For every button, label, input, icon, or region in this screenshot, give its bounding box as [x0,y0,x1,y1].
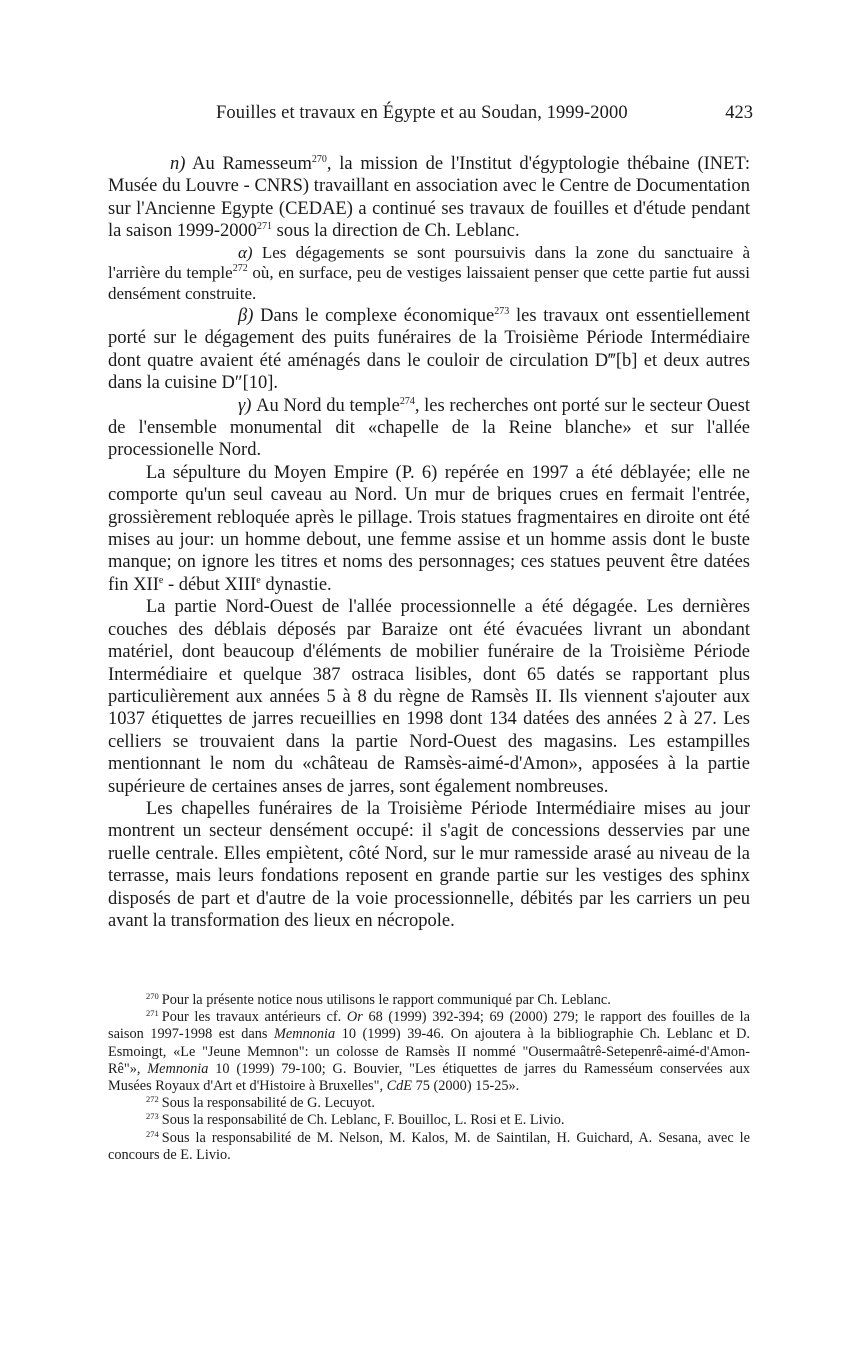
footnote-number: 271 [146,1008,159,1019]
item-lead: n) [170,154,186,174]
footnote-274: $^{274}$ Sous la responsabilité de M. Nelson, M. Kalos, M. de Saintilan, H. Guichard, A. Sesana, avec le concours de E. Livio. [108,1128,750,1163]
paragraph-sepulture: La sépulture du Moyen Empire (P. 6) repérée en 1997 a été déblayée; elle ne comporte qu'un seul caveau au Nord. Un mur de briques crues en fermait l'entrée, grossièrement rebloquée après le pillage. Trois statues fragmentaires en diroite ont été mises au jour: un homme debout, une femme assise et un homme assis dont le buste manque; on ignore les titres et noms des personnages; ces statues peuvent être datées fin XIIe - début XIIIe dynastie. [108,462,750,595]
paragraph-allee: La partie Nord-Ouest de l'allée processionnelle a été dégagée. Les dernières couches des déblais déposés par Baraize ont été évacuées livrant un abondant matériel, dont beaucoup d'éléments de mobilier funéraire de la Troisième Période Intermédiaire et quelque 387 ostraca lisibles, dont 65 datés se rapportant plus particulièrement aux années 5 à 8 du règne de Ramsès II. Ils viennent s'ajouter aux 1037 étiquettes de jarres recueillies en 1998 dont 134 datées des années 2 à 27. Les celliers se trouvaient dans la partie Nord-Ouest des magasins. Les estampilles mentionnant le nom du «château de Ramsès-aimé-d'Amon», apposées à la partie supérieure de certaines anses de jarres, sont également nombreuses. [108,597,750,797]
footnote-number: 270 [146,991,159,1001]
footnote-ref: 274 [399,395,415,407]
footnote-number: 273 [146,1111,159,1122]
page-number: 423 [725,103,753,123]
main-text [108,153,750,932]
item-lead: γ) [238,395,252,416]
footnote-270: $^{270}$ Pour la présente notice nous utilisons le rapport communiqué par Ch. Leblanc. [146,991,611,1008]
running-header [108,103,753,127]
paragraph-beta: β) Dans le complexe économique$^{273}$ les travaux ont essentiellement porté sur le dégagement des puits funéraires de la Troisième Période Intermédiaire dont quatre avaient été aménagés dans le couloir de circulation D‴[b] et deux autres dans la cuisine D″[10]. [108,306,750,394]
footnote-271: $^{271}$ Pour les travaux antérieurs cf. Or 68 (1999) 392-394; 69 (2000) 279; le rapport des fouilles de la saison 1997-1998 est dans Memnonia 10 (1999) 39-46. On ajoutera à la bibliographie Ch. Leblanc et D. Esmoingt, «Le "Jeune Memnon": un colosse de Ramsès II nommé "Ousermaâtrê-Setepenrê-aimé-d'Amon-Rê"», Memnonia 10 (1999) 79-100; G. Bouvier, "Les étiquettes de jarres du Ramesséum conservées aux Musées Royaux d'Art et d'Histoire à Bruxelles", CdE 75 (2000) 15-25». [108,1008,751,1095]
footnote-272: $^{272}$ Sous la responsabilité de G. Lecuyot. [146,1094,375,1112]
footnote-number: 274 [146,1128,159,1139]
paragraph-gamma: γ) Au Nord du temple$^{274}$, les recherches ont porté sur le secteur Ouest de l'ensemble monumental dit «chapelle de la Reine blanche» et sur l'allée processionelle Nord. [108,395,750,461]
footnote-ref: 272 [232,263,248,275]
item-lead: β) [238,306,254,327]
footnote-273: $^{273}$ Sous la responsabilité de Ch. Leblanc, F. Bouilloc, L. Rosi et E. Livio. [146,1111,565,1129]
paragraph-chapelles: Les chapelles funéraires de la Troisième Période Intermédiaire mises au jour montrent un secteur densément occupé: il s'agit de concessions desservies par une ruelle centrale. Elles empiètent, côté Nord, sur le mur ramesside arasé au niveau de la terrasse, mais leurs fondations reposent en grande partie sur les vestiges des sphinx disposés de part et d'autre de la voie processionnelle, débités par les carriers un peu avant la transformation des lieux en nécropole. [108,798,750,931]
superscript-e: e [256,574,261,586]
superscript-e: e [158,574,164,586]
footnote-ref: 273 [494,306,510,318]
footnotes [108,992,750,1164]
footnote-number: 272 [146,1094,159,1105]
paragraph-ramesseum: n) Au Ramesseum$^{270}$, la mission de l'Institut d'égyptologie thébaine (INET: Musée du Louvre - CNRS) travaillant en association avec le Centre de Documentation sur l'Ancienne Egypte (CEDAE) a continué ses travaux de fouilles et d'étude pendant la saison 1999-2000$^{271}$ sous la direction de Ch. Leblanc. [108,154,750,242]
item-lead: α) [238,242,253,262]
running-title: Fouilles et travaux en Égypte et au Soudan, 1999-2000 [216,103,628,123]
paragraph-alpha: α) Les dégagements se sont poursuivis dans la zone du sanctuaire à l'arrière du temple$^{272}$ où, en surface, peu de vestiges laissaient penser que cette partie fut aussi densément construite. [108,242,750,304]
footnote-ref: 270 [311,154,327,165]
footnote-ref: 271 [257,221,273,233]
